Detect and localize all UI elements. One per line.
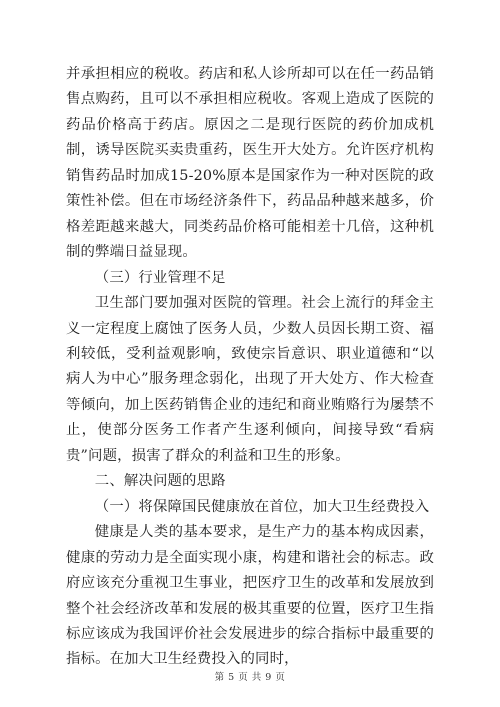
heading-solutions: 二、解决问题的思路: [94, 473, 226, 490]
heading-industry-management: （三）行业管理不足: [94, 269, 226, 286]
paragraph-tax-and-pricing: 并承担相应的税收。药店和私人诊所却可以在任一药品销售点购药，且可以不承担相应税收。客观上造成了医院的药品价格高于药店。原因之二是现行医院的药价加成机制，诱导医院买卖贵重药，医生开大处方。允许医疗机构销售药品时加成15-20%原本是国家作为一种对医院的政策性补偿。但在市场经济条件下，药品品种越来越多，价格差距越来越大，同类药品价格可能相差十几倍，这种机制的弊端日益显现。: [66, 66, 434, 261]
document-body: [66, 62, 434, 673]
paragraph-hospital-management: 卫生部门要加强对医院的管理。社会上流行的拜金主义一定程度上腐蚀了医务人员，少数人员因长期工资、福利较低，受利益观影响，致使宗旨意识、职业道德和“以病人为中心”服务理念弱化，出现了开大处方、作大检查等倾向，加上医药销售企业的违纪和商业贿赂行为屡禁不止，使部分医务工作者产生逐利倾向，间接导致“看病贵”问题，损害了群众的利益和卫生的形象。: [66, 295, 434, 464]
paragraph-health-requirements: 健康是人类的基本要求，是生产力的基本构成因素，健康的劳动力是全面实现小康，构建和谐社会的标志。政府应该充分重视卫生事业，把医疗卫生的改革和发展放到整个社会经济改革和发展的极其重要的位置，医疗卫生指标应该成为我国评价社会发展进步的综合指标中最重要的指标。在加大卫生经费投入的同时，: [66, 524, 434, 668]
page-footer: 第 5 页 共 9 页: [214, 672, 286, 683]
heading-health-first: （一）将保障国民健康放在首位，加大卫生经费投入: [94, 498, 430, 515]
